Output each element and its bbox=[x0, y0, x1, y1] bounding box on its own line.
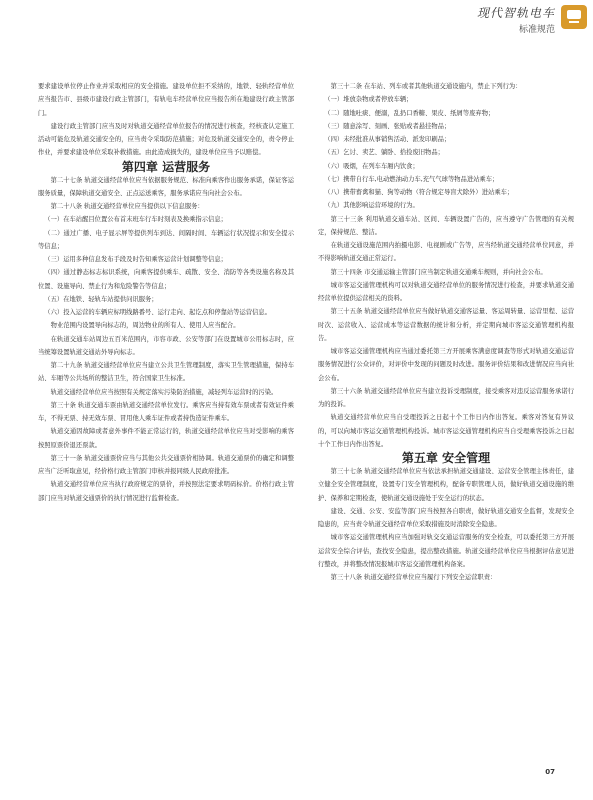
list-item: （三）随意涂写、刻画、张贴或者悬挂物品； bbox=[324, 122, 451, 130]
page-number: 07 bbox=[545, 768, 555, 776]
list-item: （七）携带自行车,电动燃油动力车,充气气球等物品进站乘车； bbox=[324, 175, 499, 183]
tram-icon bbox=[561, 5, 587, 29]
article-33: 第三十三条 利用轨道交通车站、区间、车辆设置广告的，应当遵守广告管理的有关规定，保持规范、整洁。 bbox=[318, 215, 574, 236]
paragraph: 建设、交通、公安、安监等部门应当按照各自职责，做好轨道交通安全监督，发现安全隐患的，应当责令轨道交通经营单位采取措施及时消除安全隐患。 bbox=[318, 507, 574, 528]
article-31: 第三十一条 轨道交通票价应当与其他公共交通票价相协调。轨道交通票价的确定和调整应当广泛听取意见，经价格行政主管部门审核并报同级人民政府批准。 bbox=[38, 454, 294, 475]
paragraph: 城市客运交通管理机构可以对轨道交通经营单位的服务情况进行检查，并要求轨道交通经营单位提供运营相关的资料。 bbox=[318, 281, 574, 302]
article-27: 第二十七条 轨道交通经营单位应当依据服务规范、标准向乘客作出服务承诺，保证客运服务质量，保障轨道交通安全、正点运送乘客，服务承诺应当向社会公布。 bbox=[38, 176, 294, 197]
paragraph: 城市客运交通管理机构应当通过委托第三方开展乘客满意度调查等形式对轨道交通运营服务情况进行公众评价，对评价中发现的问题及时改进。服务评价结果和改进情况应当向社会公布。 bbox=[318, 348, 574, 382]
article-29: 第二十九条 轨道交通经营单位应当建立公共卫生管理制度，落实卫生管理措施，保持车站、车厢等公共场所的整洁卫生，符合国家卫生标准。 bbox=[38, 362, 294, 383]
brand-subtitle: 标准规范 bbox=[518, 25, 555, 35]
paragraph: 要求建设单位停止作业并采取相应的安全措施。建设单位拒不采纳的，地铁、轻轨经营单位应当报告市、县级市建设行政主管部门，有轨电车经营单位应当报告所在地建设行政主管部门。 bbox=[38, 83, 294, 117]
list-item: （三）运用多种信息发布手段及时告知乘客运营计划调整等信息； bbox=[44, 256, 227, 263]
list-item: （二）通过广播、电子显示屏等提供列车到达、间隔时间、车辆运行状况提示和安全提示等信息； bbox=[38, 229, 294, 250]
article-32: 第三十二条 在车站、列车或者其他轨道交通设施内，禁止下列行为： bbox=[330, 83, 522, 90]
list-item: （二）随地吐痰、便溺，乱扔口香糖、果皮、纸屑等废弃物； bbox=[324, 109, 495, 117]
list-item: （九）其他影响运营环境的行为。 bbox=[324, 202, 419, 210]
article-35: 第三十五条 轨道交通经营单位应当做好轨道交通客运量、客运周转量、运营里程、运营时次、运营收入、运营成本等运营数据的统计和分析，并定期向城市客运交通管理机构报告。 bbox=[318, 308, 574, 342]
article-30: 第三十条 轨道交通车票由轨道交通经营单位发行。乘客应当持有效车票或者有效证件乘车，不得无票、持无效车票、冒用他人乘车证件或者持伪造证件乘车。 bbox=[38, 401, 294, 422]
right-column bbox=[318, 80, 574, 584]
article-28: 第二十八条 轨道交通经营单位应当提供以下信息服务： bbox=[50, 203, 204, 210]
list-item: （六）投入运营的车辆应标明线路番号、运行走向、起讫点和停靠站等运营信息。 bbox=[44, 309, 271, 316]
paragraph: 轨道交通经营单位应当自受理投诉之日起十个工作日内作出答复。乘客对答复有异议的，可以向城市客运交通管理机构投诉。城市客运交通管理机构应当自受理乘客投诉之日起十个工作日内作出答复。 bbox=[318, 414, 574, 448]
paragraph: 轨道交通因故障或者意外事件不能正常运行的，轨道交通经营单位应当对受影响的乘客按照原票价退还票款。 bbox=[38, 428, 294, 449]
list-item: （八）携带畜禽和猫、狗等动物（符合规定导盲犬除外）进站乘车； bbox=[324, 189, 514, 196]
left-column bbox=[38, 80, 294, 505]
list-item: （六）吸烟，在列车车厢内饮食； bbox=[324, 162, 419, 170]
paragraph: 物业范围内设置导向标志的，周边物业的所有人、使用人应当配合。 bbox=[50, 322, 240, 330]
brand-title: 现代智轨电车 bbox=[476, 6, 555, 20]
article-38: 第三十八条 轨道交通经营单位应当履行下列安全运营职责： bbox=[330, 574, 497, 581]
list-item: （五）在地铁、轻轨车站提供问讯服务； bbox=[44, 295, 158, 303]
list-item: （一）在车站醒目位置公布首末班车行车时刻表及换乘指示信息； bbox=[44, 216, 227, 224]
chapter-heading: 第五章 安全管理 bbox=[401, 451, 491, 465]
article-37: 第三十七条 轨道交通经营单位应当依法承担轨道交通建设、运营安全管理主体责任，建立健全安全管理制度，设置专门安全管理机构，配备专职管理人员，做好轨道交通设施的维护、保养和定期检查，使轨道交通设施处于安全运行的状态。 bbox=[318, 468, 574, 502]
list-item: （一）堆放杂物或者停放车辆； bbox=[324, 96, 413, 104]
paragraph: 城市客运交通管理机构应当加强对轨交交通运营服务的安全检查，可以委托第三方开展运营安全综合评估，查找安全隐患，提出整改措施。轨道交通经营单位应当根据评估意见进行整改，并将整改情况报城市客运交通管理机构备案。 bbox=[318, 534, 574, 568]
paragraph: 在轨道交通车站周边五百米范围内，市容市政、公安等部门在设置城市公用标志时，应当统筹设置轨道交通站外导向标志。 bbox=[38, 335, 294, 356]
chapter-heading: 第四章 运营服务 bbox=[121, 159, 211, 174]
list-item: （四）未经批准从事销售活动、派发印刷品； bbox=[324, 136, 451, 143]
paragraph: 轨道交通经营单位应当按照有关规定落实污染防治措施，减轻列车运营时的污染。 bbox=[50, 388, 278, 396]
article-36: 第三十六条 轨道交通经营单位应当建立投诉受理制度，接受乘客对违反运营服务承诺行为的投诉。 bbox=[318, 387, 574, 408]
paragraph: 建设行政主管部门应当及时对轨道交通经营单位报告的情况进行核查，经核查认定施工活动可能危及轨道交通安全的，应当责令采取防范措施；对危及轨道交通安全的，责令停止作业，并要求建设单位采取补救措施。由此造成损失的，建设单位应当予以赔偿。 bbox=[38, 122, 294, 157]
article-34: 第三十四条 市交通运输主管部门应当制定轨道交通乘车规则，并向社会公布。 bbox=[330, 268, 547, 276]
list-item: （五）乞讨、卖艺、躺卧、拾捡废旧物品； bbox=[324, 149, 444, 157]
list-item: （四）通过静态标志标识系统，向乘客提供乘车、疏散、安全、消防等各类设施名称及其位置、设施导向、禁止行为和危险警告等信息； bbox=[38, 269, 294, 290]
paragraph: 在轨道交通设施范围内拍摄电影、电视剧或广告等，应当经轨道交通经营单位同意，并不得影响轨道交通正常运行。 bbox=[318, 242, 574, 263]
paragraph: 轨道交通经营单位应当执行政府规定的票价，并按照法定要求明码标价。价格行政主管部门应当对轨道交通票价的执行情况进行监督检查。 bbox=[38, 481, 294, 502]
header-brand bbox=[477, 4, 555, 35]
